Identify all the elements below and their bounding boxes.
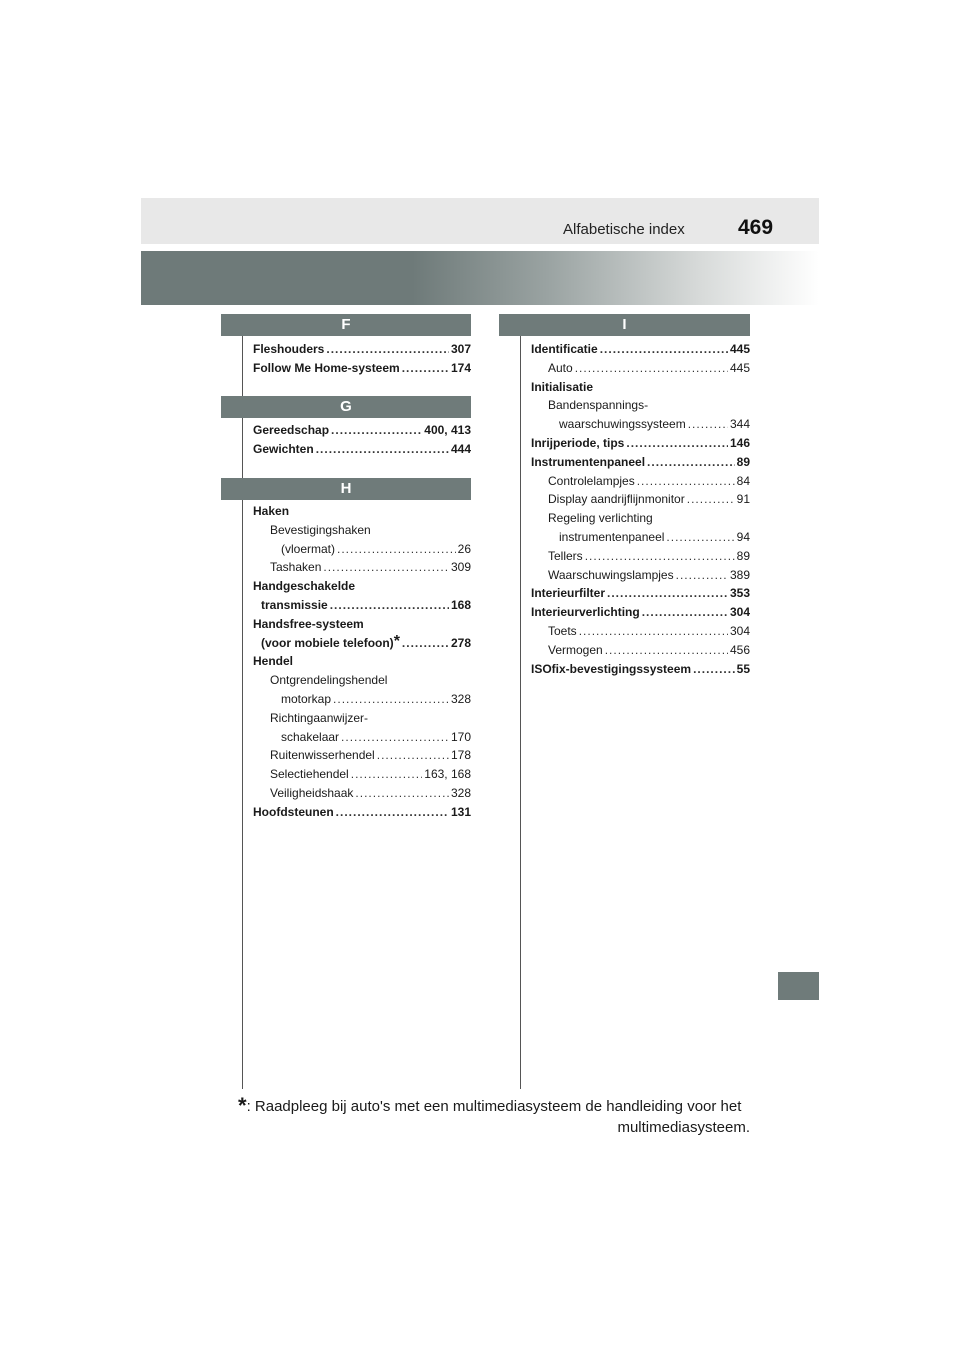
leader-dots bbox=[642, 603, 728, 622]
header-title: Alfabetische index bbox=[563, 221, 685, 238]
page-reference: 163, 168 bbox=[424, 767, 471, 782]
section-f-entries bbox=[253, 340, 471, 378]
section-header-i: I bbox=[499, 314, 750, 336]
index-entry bbox=[531, 415, 750, 434]
index-entry bbox=[253, 540, 471, 559]
leader-dots bbox=[330, 596, 449, 615]
page-reference: 131 bbox=[450, 804, 471, 819]
leader-dots bbox=[402, 634, 449, 653]
page-reference: 89 bbox=[736, 454, 750, 469]
index-term: Interieurfilter bbox=[531, 586, 606, 601]
index-entry bbox=[531, 378, 750, 397]
index-entry bbox=[531, 641, 750, 660]
section-header-g: G bbox=[221, 396, 471, 418]
index-entry bbox=[253, 502, 471, 521]
page-reference: 94 bbox=[736, 529, 750, 544]
header-bar bbox=[141, 198, 819, 244]
left-column-rule bbox=[242, 336, 243, 1089]
index-term: Interieurverlichting bbox=[531, 605, 640, 620]
index-term: Selectiehendel bbox=[270, 767, 349, 782]
index-term: Follow Me Home-systeem bbox=[253, 360, 400, 375]
index-entry bbox=[531, 528, 750, 547]
index-term: Hendel bbox=[253, 654, 294, 669]
index-term: ISOfix-bevestigingssysteem bbox=[531, 661, 692, 676]
index-entry bbox=[253, 803, 471, 822]
leader-dots bbox=[585, 547, 735, 566]
page-reference: 89 bbox=[736, 548, 750, 563]
index-term: (voor mobiele telefoon) bbox=[261, 635, 394, 650]
leader-dots bbox=[337, 540, 456, 559]
index-term: Identificatie bbox=[531, 342, 598, 356]
index-term: Hoofdsteunen bbox=[253, 804, 334, 819]
index-term: Ontgrendelingshendel bbox=[270, 673, 388, 688]
index-entry bbox=[253, 784, 471, 803]
footnote-line-2: multimediasysteem. bbox=[617, 1119, 750, 1136]
leader-dots bbox=[377, 746, 449, 765]
index-term: Fleshouders bbox=[253, 342, 325, 356]
index-term: Tashaken bbox=[270, 560, 322, 575]
leader-dots bbox=[579, 622, 728, 641]
page-reference: 55 bbox=[736, 661, 750, 676]
footnote-marker: * bbox=[238, 1093, 247, 1118]
index-entry bbox=[531, 566, 750, 585]
index-term: Waarschuwingslampjes bbox=[548, 567, 674, 582]
leader-dots bbox=[626, 434, 728, 453]
index-entry bbox=[253, 359, 471, 378]
section-header-h: H bbox=[221, 478, 471, 500]
page-reference: 307 bbox=[450, 342, 471, 356]
page-reference: 389 bbox=[729, 567, 750, 582]
page-reference: 278 bbox=[450, 635, 471, 650]
index-term: instrumentenpaneel bbox=[559, 529, 665, 544]
index-term: Tellers bbox=[548, 548, 583, 563]
index-term: transmissie bbox=[261, 597, 328, 612]
index-entry bbox=[531, 490, 750, 509]
page-reference: 174 bbox=[450, 360, 471, 375]
page-reference: 304 bbox=[729, 605, 750, 620]
index-term: waarschuwingssysteem bbox=[559, 417, 686, 432]
page-reference: 168 bbox=[450, 597, 471, 612]
leader-dots bbox=[326, 340, 449, 359]
page-reference: 344 bbox=[729, 417, 750, 432]
section-g-entries bbox=[253, 421, 471, 459]
leader-dots bbox=[607, 584, 728, 603]
leader-dots bbox=[676, 566, 728, 585]
page-reference: 84 bbox=[736, 473, 750, 488]
leader-dots bbox=[666, 528, 734, 547]
page-reference: 26 bbox=[457, 541, 471, 556]
index-entry bbox=[253, 709, 471, 728]
index-term: Ruitenwisserhendel bbox=[270, 748, 375, 763]
index-entry bbox=[531, 603, 750, 622]
page-reference: 170 bbox=[450, 729, 471, 744]
leader-dots bbox=[605, 641, 728, 660]
leader-dots bbox=[333, 690, 449, 709]
index-term: Instrumentenpaneel bbox=[531, 454, 646, 469]
index-entry bbox=[253, 690, 471, 709]
leader-dots bbox=[316, 440, 449, 459]
page-reference: 328 bbox=[450, 785, 471, 800]
section-header-f: F bbox=[221, 314, 471, 336]
page-reference: 444 bbox=[450, 441, 471, 456]
index-entry bbox=[531, 622, 750, 641]
chapter-tab bbox=[778, 972, 819, 1000]
page-reference: 328 bbox=[450, 691, 471, 706]
index-entry bbox=[531, 453, 750, 472]
page-reference: 445 bbox=[729, 342, 750, 356]
leader-dots bbox=[336, 803, 449, 822]
index-term: Handgeschakelde bbox=[253, 579, 356, 594]
page-reference: 304 bbox=[729, 623, 750, 638]
leader-dots bbox=[637, 472, 735, 491]
index-term: Inrijperiode, tips bbox=[531, 435, 625, 450]
index-entry bbox=[253, 596, 471, 615]
page-reference: 456 bbox=[729, 642, 750, 657]
page-reference: 445 bbox=[729, 360, 750, 375]
leader-dots bbox=[402, 359, 449, 378]
index-entry bbox=[531, 472, 750, 491]
index-term: Regeling verlichting bbox=[548, 511, 653, 526]
index-entry bbox=[531, 584, 750, 603]
index-entry bbox=[531, 359, 750, 378]
leader-dots bbox=[331, 421, 422, 440]
index-entry bbox=[253, 671, 471, 690]
chapter-banner bbox=[141, 251, 819, 305]
index-entry bbox=[253, 340, 471, 359]
right-column-rule bbox=[520, 336, 521, 1089]
leader-dots bbox=[693, 660, 735, 679]
page-reference: 91 bbox=[736, 492, 750, 507]
leader-dots bbox=[351, 765, 423, 784]
index-entry bbox=[531, 396, 750, 415]
section-h-entries bbox=[253, 502, 471, 822]
index-entry bbox=[253, 728, 471, 747]
index-term: Gewichten bbox=[253, 441, 314, 456]
index-term: Handsfree-systeem bbox=[253, 616, 364, 631]
leader-dots bbox=[600, 340, 728, 359]
page-number: 469 bbox=[738, 216, 774, 239]
index-entry bbox=[253, 440, 471, 459]
leader-dots bbox=[355, 784, 449, 803]
index-term: Auto bbox=[548, 360, 573, 375]
index-entry bbox=[531, 340, 750, 359]
index-term: Initialisatie bbox=[531, 379, 594, 394]
index-term: (vloermat) bbox=[281, 541, 336, 556]
index-entry bbox=[531, 509, 750, 528]
index-term: Controlelampjes bbox=[548, 473, 635, 488]
index-term: Toets bbox=[548, 623, 577, 638]
page-reference: 309 bbox=[450, 560, 471, 575]
leader-dots bbox=[647, 453, 735, 472]
index-term: Display aandrijflijnmonitor bbox=[548, 492, 685, 507]
page-reference: 353 bbox=[729, 586, 750, 601]
index-term: Gereedschap bbox=[253, 423, 330, 437]
page-reference: 146 bbox=[729, 435, 750, 450]
index-entry bbox=[253, 521, 471, 540]
index-term: Bandenspannings- bbox=[548, 398, 649, 413]
index-entry bbox=[253, 421, 471, 440]
leader-dots bbox=[687, 490, 735, 509]
leader-dots bbox=[688, 415, 728, 434]
index-entry bbox=[253, 615, 471, 634]
footnote-line-1: : Raadpleeg bij auto's met een multimediasysteem de handleiding voor het bbox=[246, 1098, 742, 1115]
page-reference: 400, 413 bbox=[424, 423, 471, 437]
index-term: Haken bbox=[253, 504, 290, 518]
index-entry bbox=[253, 652, 471, 671]
page-reference: 178 bbox=[450, 748, 471, 763]
index-entry bbox=[531, 660, 750, 679]
index-entry bbox=[253, 765, 471, 784]
footnote bbox=[238, 1095, 750, 1138]
index-entry bbox=[531, 547, 750, 566]
index-term: Richtingaanwijzer- bbox=[270, 710, 369, 725]
leader-dots bbox=[575, 359, 728, 378]
index-entry bbox=[253, 577, 471, 596]
section-i-entries bbox=[531, 340, 750, 678]
index-term: Veiligheidshaak bbox=[270, 785, 354, 800]
index-entry: (voor mobiele telefoon) * ..... 278 bbox=[253, 634, 471, 653]
index-term: Bevestigingshaken bbox=[270, 522, 371, 537]
index-entry bbox=[531, 434, 750, 453]
index-entry bbox=[253, 746, 471, 765]
index-term: Vermogen bbox=[548, 642, 603, 657]
leader-dots bbox=[323, 558, 449, 577]
leader-dots bbox=[341, 728, 449, 747]
index-term: motorkap bbox=[281, 691, 332, 706]
index-entry bbox=[253, 558, 471, 577]
index-term: schakelaar bbox=[281, 729, 340, 744]
